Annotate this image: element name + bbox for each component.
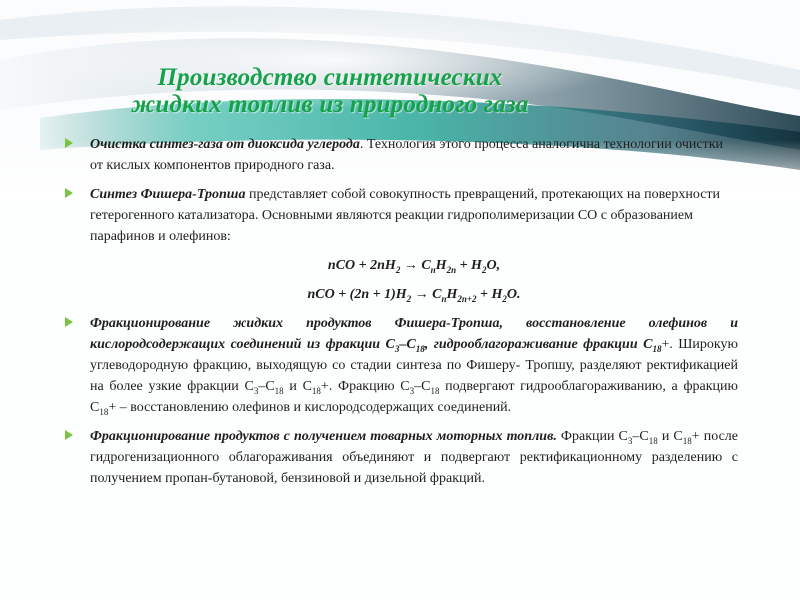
text: и С: [657, 429, 683, 444]
text: подвергают гидрооблагораживанию, а фракцию С: [90, 379, 738, 415]
text: + – восстановлению олефинов и кислородсодержащих соединений.: [108, 400, 512, 415]
sub: 18: [99, 406, 109, 417]
eq2-part: H: [446, 287, 458, 302]
eq2-part: O.: [506, 287, 521, 302]
sub: 18: [415, 343, 425, 354]
bullet-triangle-icon: [65, 138, 73, 148]
bullet-triangle-icon: [65, 430, 73, 440]
bullet-triangle-icon: [65, 188, 73, 198]
eq1-part: → C: [400, 258, 431, 273]
item-4-text: Фракции С: [556, 429, 628, 444]
sub: 18: [274, 385, 284, 396]
eq1-sub: 2: [481, 264, 487, 275]
sub: 18: [648, 435, 658, 446]
text: ,: [424, 337, 429, 352]
eq2-part: + H: [476, 287, 503, 302]
sub: 3: [253, 385, 259, 396]
sub: 18: [430, 385, 440, 396]
eq1-part: nCO + 2nH: [327, 258, 396, 273]
bullet-item-4: [64, 426, 738, 489]
text: +. Фракцию С: [320, 379, 410, 394]
sub: 3: [409, 385, 415, 396]
text: –С: [414, 379, 431, 394]
item-3-lead: [90, 316, 738, 352]
text: и С: [283, 379, 312, 394]
item-2-text: представляет собой совокупность превращений, протекающих на поверхности гетерогенного катализатора. Основными являются реакции гидрополимеризации СО с образованием парафинов и олефинов:: [90, 187, 721, 244]
eq2-sub: n: [441, 293, 447, 304]
item-1-text: . Технология этого процесса аналогична технологии очистки от кислых компонентов природного газа.: [90, 137, 724, 173]
text: –С: [399, 337, 416, 352]
item-1-lead: Очистка синтез-газа от диоксида углерода: [90, 137, 360, 152]
eq1-sub: 2n: [446, 264, 457, 275]
sub: 3: [627, 435, 633, 446]
title-line-2: жидких топлив из природного газа: [131, 91, 529, 118]
bullet-item-1: [64, 134, 738, 176]
eq1-sub: 2: [395, 264, 401, 275]
eq1-part: H: [435, 258, 447, 273]
sub: 18: [652, 343, 662, 354]
eq1-part: O,: [486, 258, 501, 273]
item-2-lead: Синтез Фишера-Тропша: [90, 187, 246, 202]
text: гидрооблагораживание фракции С: [428, 337, 653, 352]
item-3-text: +. Широкую углеводородную фракцию, выходящую со стадии синтеза по Фишеру- Тропшу, разделяют ректификацией на более узкие фракции С: [90, 337, 738, 394]
eq2-sub: 2: [502, 293, 507, 304]
item-3-lead-text: Фракционирование жидких продуктов Фишера-Тропша, восстановление олефинов и кислородсодержащих соединений из фракции С: [90, 316, 738, 352]
eq2-part: nCO + (2n + 1)H: [307, 287, 407, 302]
eq2-sub: 2n+2: [457, 293, 477, 304]
slide-content: [64, 134, 738, 497]
item-4-lead: Фракционирование продуктов с получением товарных моторных топлив.: [90, 429, 557, 444]
text: –С: [258, 379, 275, 394]
text: –С: [632, 429, 649, 444]
eq1-part: + H: [456, 258, 482, 273]
equation-1: [90, 255, 738, 276]
sub: 18: [311, 385, 321, 396]
bullet-item-2: [64, 184, 738, 247]
text: + после гидрогенизационного облагораживания объединяют и подвергают ректификационному разделению с получением пропан-бутановой, бензиновой и дизельной фракций.: [90, 429, 739, 486]
title-line-1: Производство синтетических: [157, 64, 503, 91]
slide-title: [60, 64, 600, 118]
eq2-part: → C: [411, 287, 442, 302]
eq1-sub: n: [430, 264, 436, 275]
eq2-sub: 2: [406, 293, 412, 304]
equation-2: [90, 284, 738, 305]
sub: 18: [682, 435, 692, 446]
bullet-triangle-icon: [65, 317, 73, 327]
sub: 3: [394, 343, 400, 354]
bullet-item-3: [64, 313, 738, 418]
